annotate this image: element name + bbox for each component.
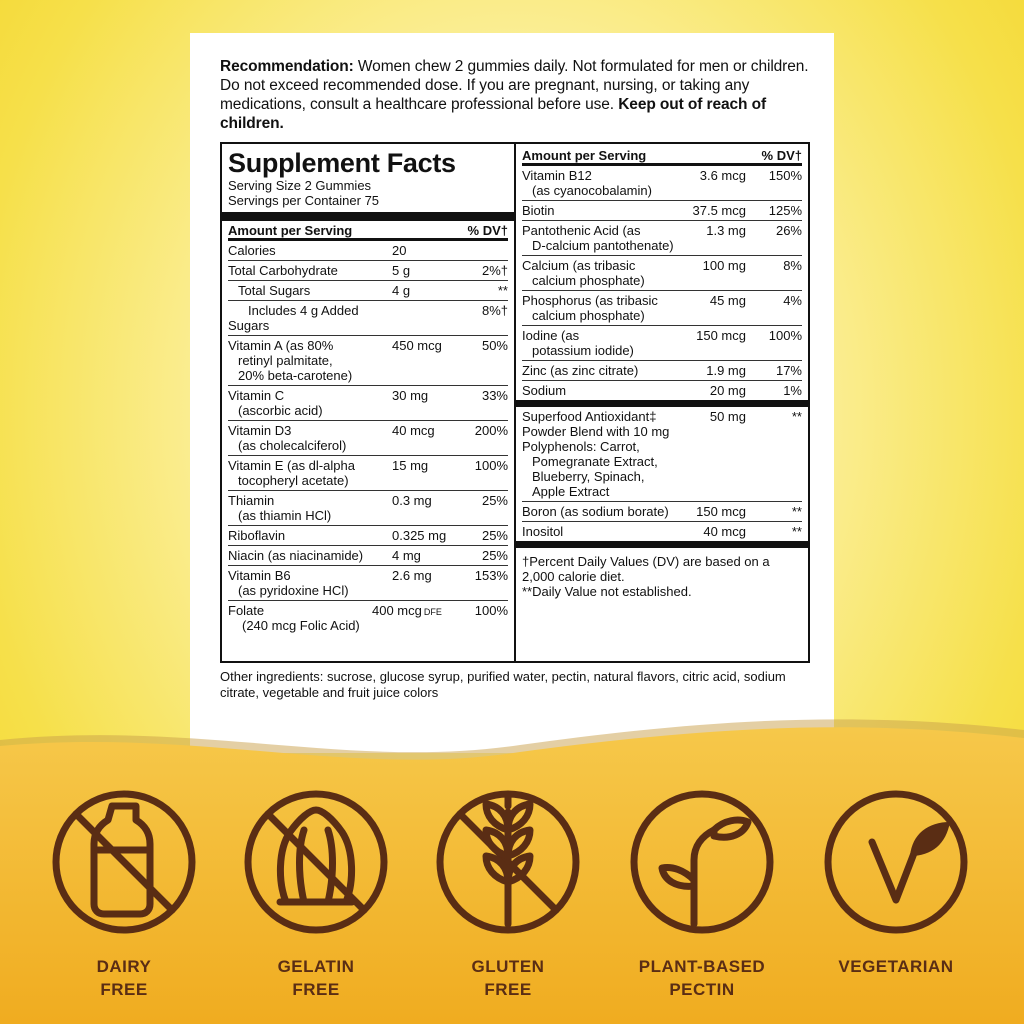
header-dv-right: % DV† xyxy=(761,148,802,163)
nutrient-name: Total Carbohydrate xyxy=(228,263,338,278)
nutrient-source: 20% beta-carotene) xyxy=(238,368,353,383)
nutrient-name: Folate xyxy=(228,603,265,618)
nutrient-name: Zinc (as zinc citrate) xyxy=(522,363,639,378)
nutrient-name: Vitamin B6 xyxy=(228,568,291,583)
footnote-dv-not-established: **Daily Value not established. xyxy=(522,584,692,599)
servings-per-container: Servings per Container 75 xyxy=(228,193,380,208)
badge-vegetarian: VEGETARIAN xyxy=(838,957,954,976)
nutrient-amount: 150 mcg xyxy=(696,328,746,343)
header-amount: Amount per Serving xyxy=(228,223,353,238)
nutrient-name: Vitamin E (as dl-alpha xyxy=(228,458,355,473)
nutrient-dv: 2%† xyxy=(481,263,508,278)
other-ingredients: Other ingredients: sucrose, glucose syrup, purified water, pectin, natural flavors, citric acid, sodium citrate, vegetable and fruit juice colors xyxy=(220,669,786,700)
nutrient-source: (as cyanocobalamin) xyxy=(532,183,652,198)
nutrient-amount: 40 mcg xyxy=(392,423,435,438)
nutrient-dv: 25% xyxy=(481,548,508,563)
nutrient-dv: 8% xyxy=(783,258,802,273)
recommendation-lead: Recommendation: xyxy=(220,58,354,75)
nutrient-dv: 25% xyxy=(481,493,508,508)
nutrient-name: Boron (as sodium borate) xyxy=(522,504,669,519)
nutrient-name: Vitamin C xyxy=(228,388,285,403)
nutrient-amount: 37.5 mcg xyxy=(692,203,746,218)
blend-line4: Pomegranate Extract, xyxy=(532,454,658,469)
nutrient-amount: 45 mg xyxy=(709,293,746,308)
nutrient-source: (ascorbic acid) xyxy=(238,403,323,418)
nutrient-dv: 1% xyxy=(783,383,802,398)
nutrient-source: (as pyridoxine HCl) xyxy=(238,583,349,598)
badge-gluten-free: GLUTEN FREE xyxy=(471,957,545,999)
amount-unit-suffix: DFE xyxy=(423,607,442,617)
nutrient-dv: 50% xyxy=(481,338,508,353)
nutrient-dv: ** xyxy=(497,283,508,298)
nutrient-name: Inositol xyxy=(522,524,564,539)
nutrient-source: calcium phosphate) xyxy=(532,273,645,288)
badge-plant-based-pectin: PLANT-BASED PECTIN xyxy=(638,957,766,999)
blend-line6: Apple Extract xyxy=(532,484,610,499)
nutrient-name: Iodine (as xyxy=(522,328,580,343)
recommendation-body: Women chew 2 gummies daily. Not formulated for men or children. Do not exceed recommended dose. If you are pregnant, nursing, or taking any medications, consult a healthcare professional before use. xyxy=(220,58,809,113)
nutrient-amount: 4 g xyxy=(392,283,411,298)
footnote-dv: †Percent Daily Values (DV) are based on a 2,000 calorie diet. xyxy=(522,554,770,584)
nutrient-dv: 8%† xyxy=(481,303,508,318)
blend-dv: ** xyxy=(791,409,802,424)
blend-line1: Superfood Antioxidant‡ xyxy=(522,409,657,424)
nutrient-source: (as cholecalciferol) xyxy=(238,438,347,453)
nutrient-dv: 25% xyxy=(481,528,508,543)
nutrient-dv: 33% xyxy=(481,388,508,403)
nutrient-amount: 450 mcg xyxy=(392,338,442,353)
nutrient-amount: 400 mcg DFE xyxy=(372,603,442,618)
nutrient-dv: 4% xyxy=(783,293,802,308)
gluten-free-icon xyxy=(440,794,576,930)
blend-amount: 50 mg xyxy=(709,409,746,424)
nutrient-amount: 2.6 mg xyxy=(392,568,432,583)
nutrient-name: Includes 4 g Added Sugars xyxy=(228,303,359,333)
nutrient-name: Vitamin A (as 80% xyxy=(228,338,334,353)
nutrient-name: Vitamin D3 xyxy=(228,423,292,438)
vegetarian-icon xyxy=(828,794,964,930)
facts-title: Supplement Facts xyxy=(228,148,456,178)
nutrient-name: Sodium xyxy=(522,383,567,398)
nutrient-amount: 100 mg xyxy=(702,258,746,273)
nutrient-dv: 200% xyxy=(474,423,508,438)
nutrient-source: (as thiamin HCl) xyxy=(238,508,332,523)
nutrient-name: Thiamin xyxy=(228,493,275,508)
nutrient-name: Calories xyxy=(228,243,276,258)
badge-dairy-free: DAIRY FREE xyxy=(96,957,152,999)
nutrient-dv: ** xyxy=(791,524,802,539)
nutrient-amount: 0.3 mg xyxy=(392,493,432,508)
nutrient-amount: 4 mg xyxy=(392,548,421,563)
nutrient-amount: 150 mcg xyxy=(696,504,746,519)
nutrient-amount: 40 mcg xyxy=(703,524,746,539)
gelatin-free-icon xyxy=(248,794,384,930)
nutrient-source: D-calcium pantothenate) xyxy=(532,238,674,253)
nutrient-amount: 20 xyxy=(392,243,407,258)
nutrient-amount: 30 mg xyxy=(392,388,429,403)
nutrient-amount: 1.9 mg xyxy=(706,363,746,378)
nutrient-name: Vitamin B12 xyxy=(522,168,592,183)
nutrient-source: potassium iodide) xyxy=(532,343,634,358)
nutrient-dv: 100% xyxy=(768,328,802,343)
nutrient-amount: 15 mg xyxy=(392,458,429,473)
nutrient-name: Riboflavin xyxy=(228,528,286,543)
nutrient-source: (240 mcg Folic Acid) xyxy=(242,618,360,633)
nutrient-dv: 26% xyxy=(775,223,802,238)
badge-gelatin-free: GELATIN FREE xyxy=(277,957,355,999)
nutrient-amount: 1.3 mg xyxy=(706,223,746,238)
nutrient-name: Phosphorus (as tribasic xyxy=(522,293,658,308)
header-dv: % DV† xyxy=(467,223,508,238)
serving-size: Serving Size 2 Gummies xyxy=(228,178,372,193)
nutrient-amount: 20 mg xyxy=(709,383,746,398)
nutrient-amount: 5 g xyxy=(392,263,411,278)
nutrient-dv: ** xyxy=(791,504,802,519)
blend-line3: Polyphenols: Carrot, xyxy=(522,439,640,454)
nutrient-name: Total Sugars xyxy=(238,283,311,298)
header-amount-right: Amount per Serving xyxy=(522,148,647,163)
nutrient-name: Biotin xyxy=(522,203,555,218)
nutrient-dv: 100% xyxy=(474,458,508,473)
blend-line5: Blueberry, Spinach, xyxy=(532,469,645,484)
nutrient-dv: 125% xyxy=(768,203,802,218)
nutrient-dv: 17% xyxy=(775,363,802,378)
nutrient-dv: 150% xyxy=(768,168,802,183)
nutrient-name: Calcium (as tribasic xyxy=(522,258,636,273)
nutrient-source: retinyl palmitate, xyxy=(238,353,333,368)
blend-line2: Powder Blend with 10 mg xyxy=(522,424,670,439)
nutrient-dv: 100% xyxy=(474,603,508,618)
plant-based-pectin-icon xyxy=(634,794,770,930)
nutrient-name: Niacin (as niacinamide) xyxy=(228,548,364,563)
nutrient-amount: 3.6 mcg xyxy=(699,168,746,183)
dairy-free-icon xyxy=(56,794,192,930)
nutrient-source: tocopheryl acetate) xyxy=(238,473,349,488)
nutrient-source: calcium phosphate) xyxy=(532,308,645,323)
nutrient-name: Pantothenic Acid (as xyxy=(522,223,641,238)
nutrient-dv: 153% xyxy=(474,568,508,583)
recommendation-warning: Keep out of reach of children. xyxy=(220,96,767,132)
nutrient-amount: 0.325 mg xyxy=(392,528,447,543)
